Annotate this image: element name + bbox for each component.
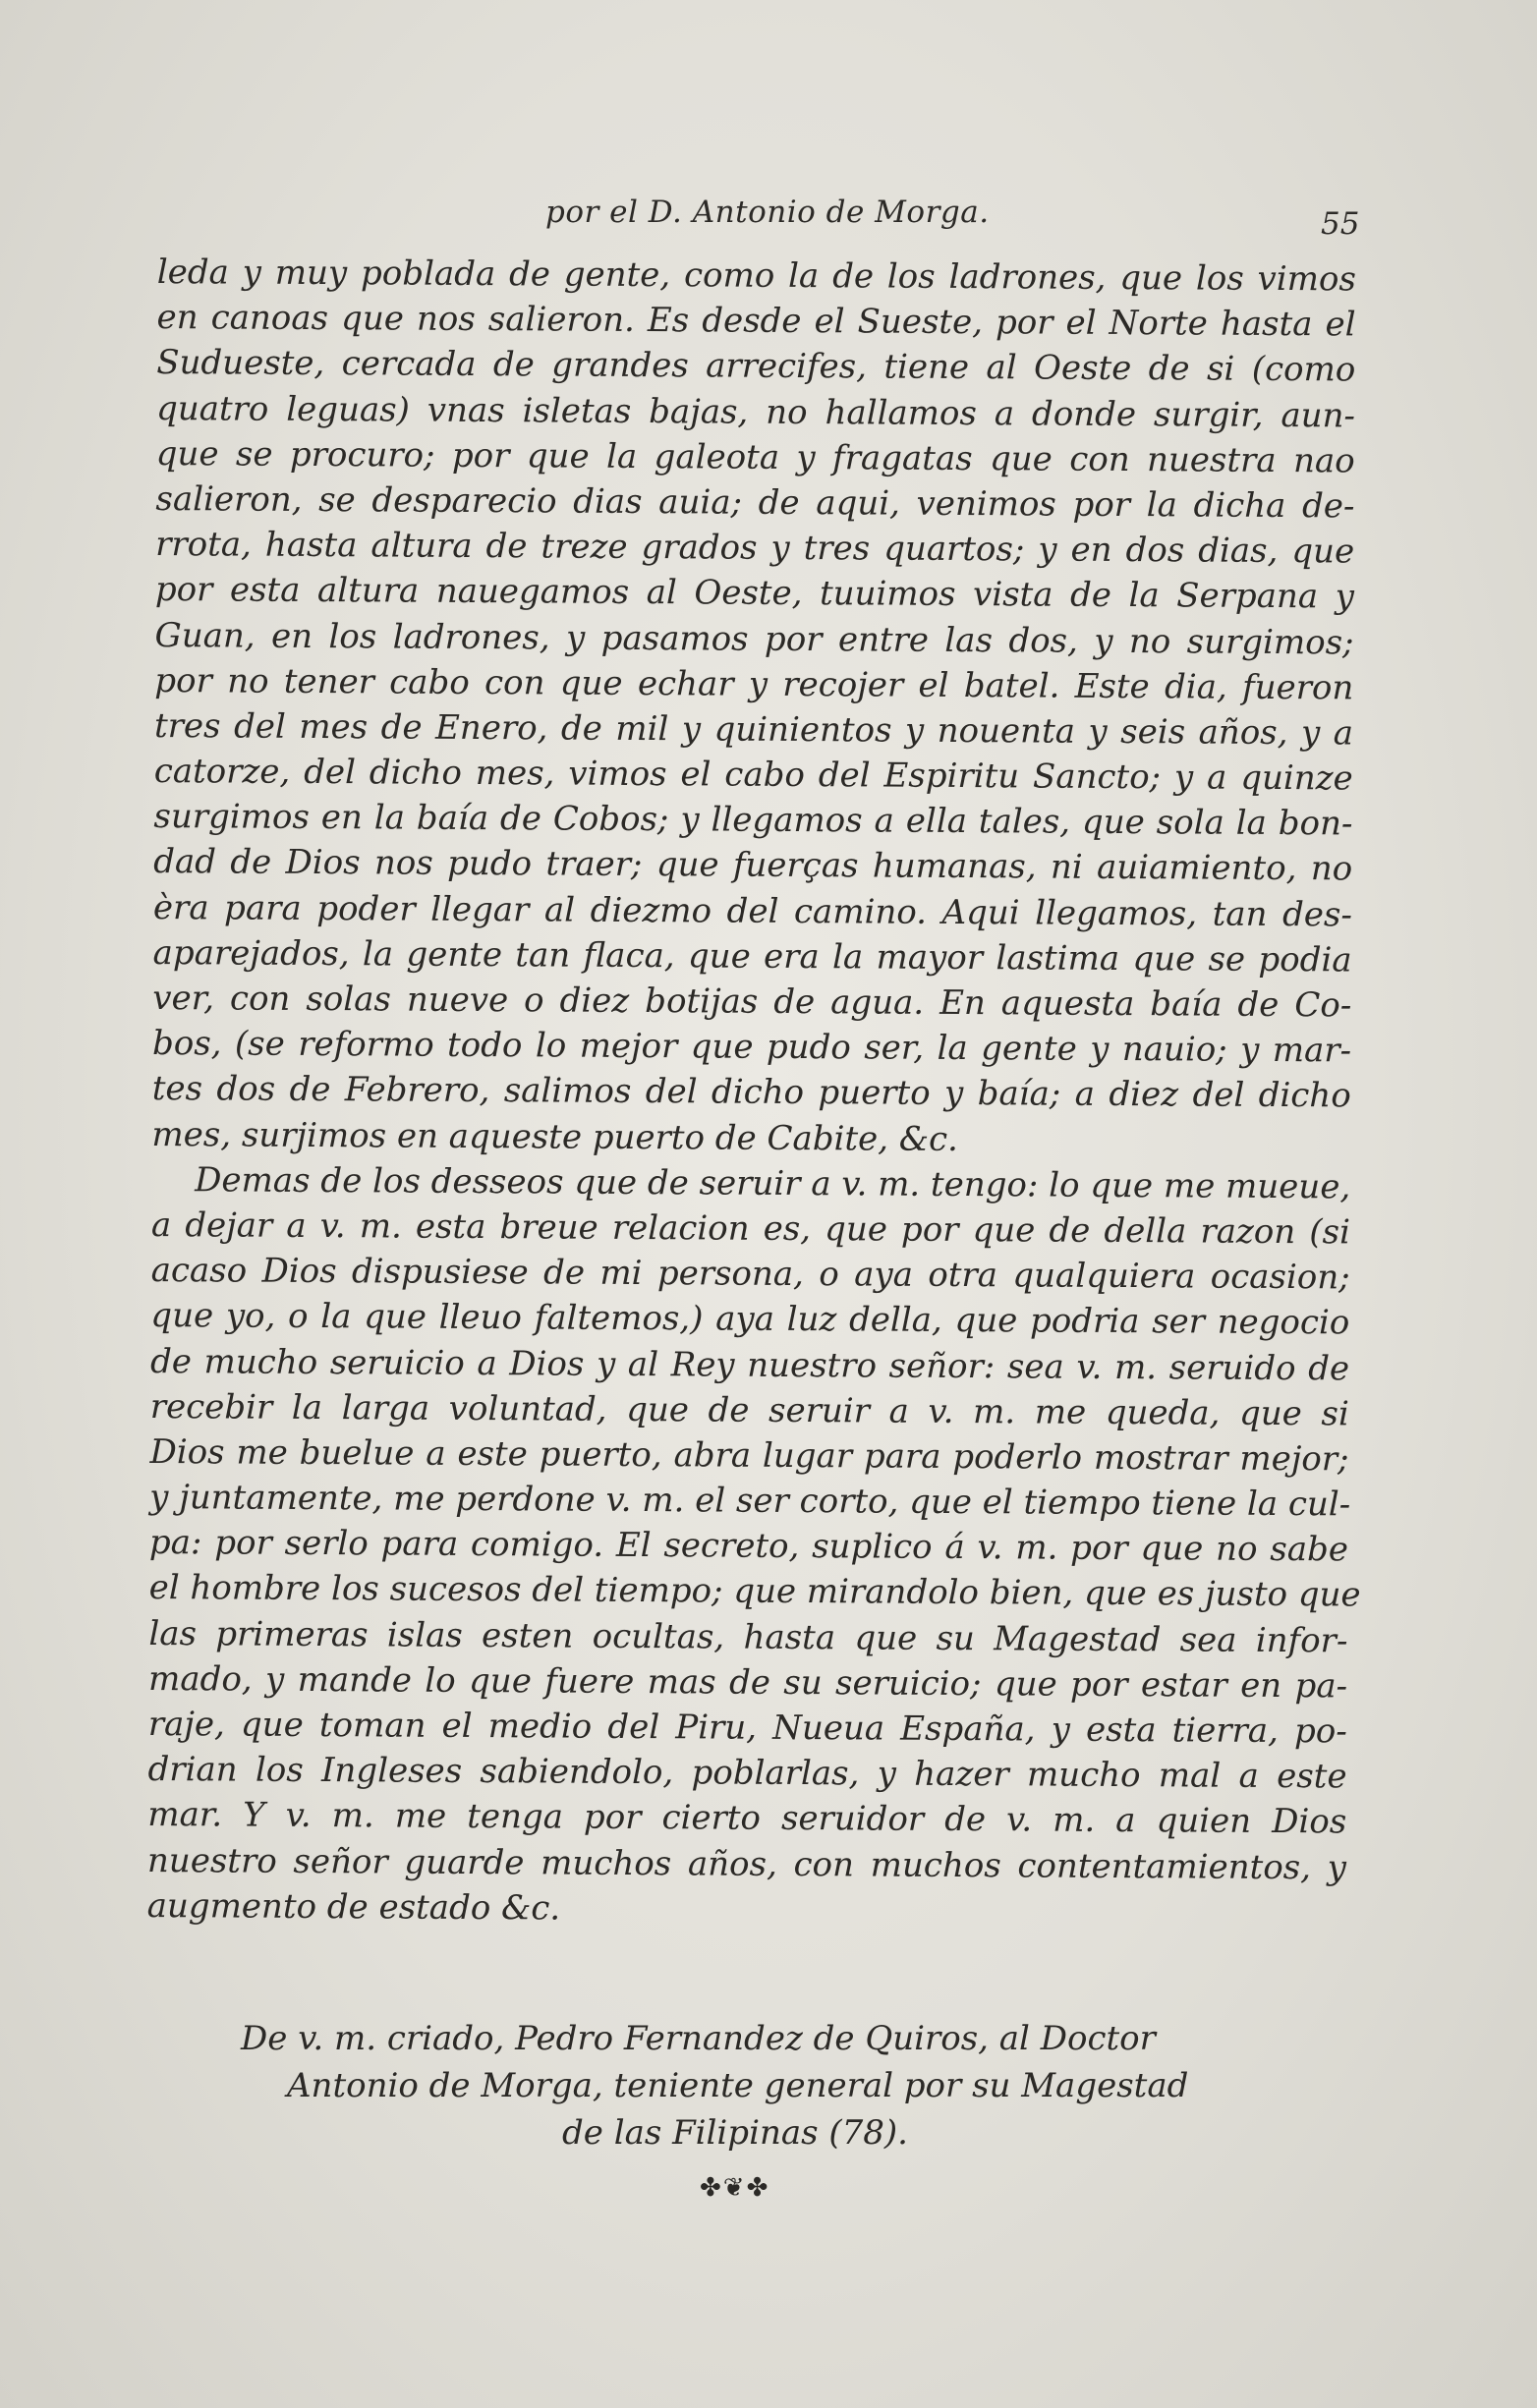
- text-line: mado, y mande lo que fuere mas de su seruicio; que por estar en pa-: [147, 1658, 1348, 1707]
- text-line: augmento de estado &c.: [146, 1885, 561, 1929]
- signature-line: Antonio de Morga, teniente general por su Magestad: [287, 2066, 1189, 2105]
- text-line: ver, con solas nueve o diez botijas de agua. En aquesta baía de Co-: [152, 978, 1352, 1026]
- text-line: Sudueste, cercada de grandes arrecifes, tiene al Oeste de si (como: [156, 343, 1356, 390]
- text-line: nuestro señor guarde muchos años, con muchos contentamientos, y: [146, 1840, 1347, 1887]
- text-line: mar. Y v. m. me tenga por cierto seruidor de v. m. a quien Dios: [147, 1795, 1347, 1842]
- text-line: acaso Dios dispusiese de mi persona, o aya otra qualquiera ocasion;: [150, 1251, 1350, 1298]
- page-number: 55: [1321, 206, 1360, 242]
- text-line: Guan, en los ladrones, y pasamos por entre las dos, y no surgimos;: [154, 615, 1354, 662]
- text-line: recebir la larga voluntad, que de seruir a v. m. me queda, que si: [149, 1386, 1349, 1434]
- text-line: en canoas que nos salieron. Es desde el Sueste, por el Norte hasta el: [156, 298, 1356, 345]
- text-line: catorze, del dicho mes, vimos el cabo del Espiritu Sancto; y a quinze: [153, 752, 1353, 799]
- text-line: Demas de los desseos que de seruir a v. m. tengo: lo que me mueue,: [195, 1160, 1351, 1207]
- text-line: pa: por serlo para comigo. El secreto, suplico á v. m. por que no sabe: [148, 1523, 1349, 1570]
- page-header: [0, 195, 1537, 244]
- text-line: leda y muy poblada de gente, como la de los ladrones, que los vimos: [156, 252, 1356, 300]
- text-line: tres del mes de Enero, de mil y quinientos y nouenta y seis años, y a: [153, 705, 1354, 754]
- text-line: de mucho seruicio a Dios y al Rey nuestro señor: sea v. m. seruido de: [149, 1341, 1350, 1388]
- running-head: por el D. Antonio de Morga.: [545, 195, 990, 230]
- text-line: aparejados, la gente tan flaca, que era la mayor lastima que se podia: [152, 932, 1352, 980]
- text-line: Dios me buelue a este puerto, abra lugar para poderlo mostrar mejor;: [149, 1431, 1349, 1480]
- text-line: salieron, se desparecio dias auia; de aqui, venimos por la dicha de-: [155, 478, 1355, 527]
- text-line: dad de Dios nos pudo traer; que fuerças humanas, ni auiamiento, no: [153, 842, 1353, 889]
- text-line: surgimos en la baía de Cobos; y llegamos a ella tales, que sola la bon-: [153, 797, 1353, 844]
- text-line: rrota, hasta altura de treze grados y tres quartos; y en dos dias, que: [155, 525, 1355, 572]
- text-line: que se procuro; por que la galeota y fragatas que con nuestra nao: [155, 433, 1355, 481]
- text-line: èra para poder llegar al diezmo del camino. Aqui llegamos, tan des-: [152, 887, 1353, 935]
- text-line: a dejar a v. m. esta breue relacion es, que por que de della razon (si: [150, 1204, 1351, 1253]
- text-line: quatro leguas) vnas isletas bajas, no hallamos a donde surgir, aun-: [155, 388, 1356, 436]
- text-line: las primeras islas esten ocultas, hasta que su Magestad sea infor-: [148, 1613, 1348, 1661]
- text-line: que yo, o la que lleuo faltemos,) aya luz della, que podria ser negocio: [150, 1296, 1350, 1343]
- text-line: bos, (se reformo todo lo mejor que pudo ser, la gente y nauio; y mar-: [151, 1024, 1352, 1071]
- text-line: y juntamente, me perdone v. m. el ser corto, que el tiempo tiene la cul-: [149, 1478, 1351, 1525]
- text-line: raje, que toman el medio del Piru, Nueua España, y esta tierra, po-: [147, 1704, 1347, 1752]
- signature-block: [0, 2015, 1537, 2156]
- text-line: por no tener cabo con que echar y recojer el batel. Este dia, fueron: [154, 660, 1354, 708]
- text-line: el hombre los sucesos del tiempo; que mirandolo bien, que es justo que: [148, 1568, 1361, 1615]
- ornament-icon: ✤❦✤: [700, 2173, 770, 2203]
- text-line: mes, surjimos en aqueste puerto de Cabite, &c.: [151, 1114, 959, 1159]
- text-line: por esta altura nauegamos al Oeste, tuuimos vista de la Serpana y: [154, 570, 1354, 617]
- signature-line: De v. m. criado, Pedro Fernandez de Quiros, al Doctor: [241, 2019, 1156, 2058]
- body-text: [146, 250, 1361, 1935]
- signature-line: de las Filipinas (78).: [562, 2113, 908, 2153]
- text-line: tes dos de Febrero, salimos del dicho puerto y baía; a diez del dicho: [151, 1069, 1351, 1116]
- text-line: drian los Ingleses sabiendolo, poblarlas, y hazer mucho mal a este: [147, 1750, 1347, 1797]
